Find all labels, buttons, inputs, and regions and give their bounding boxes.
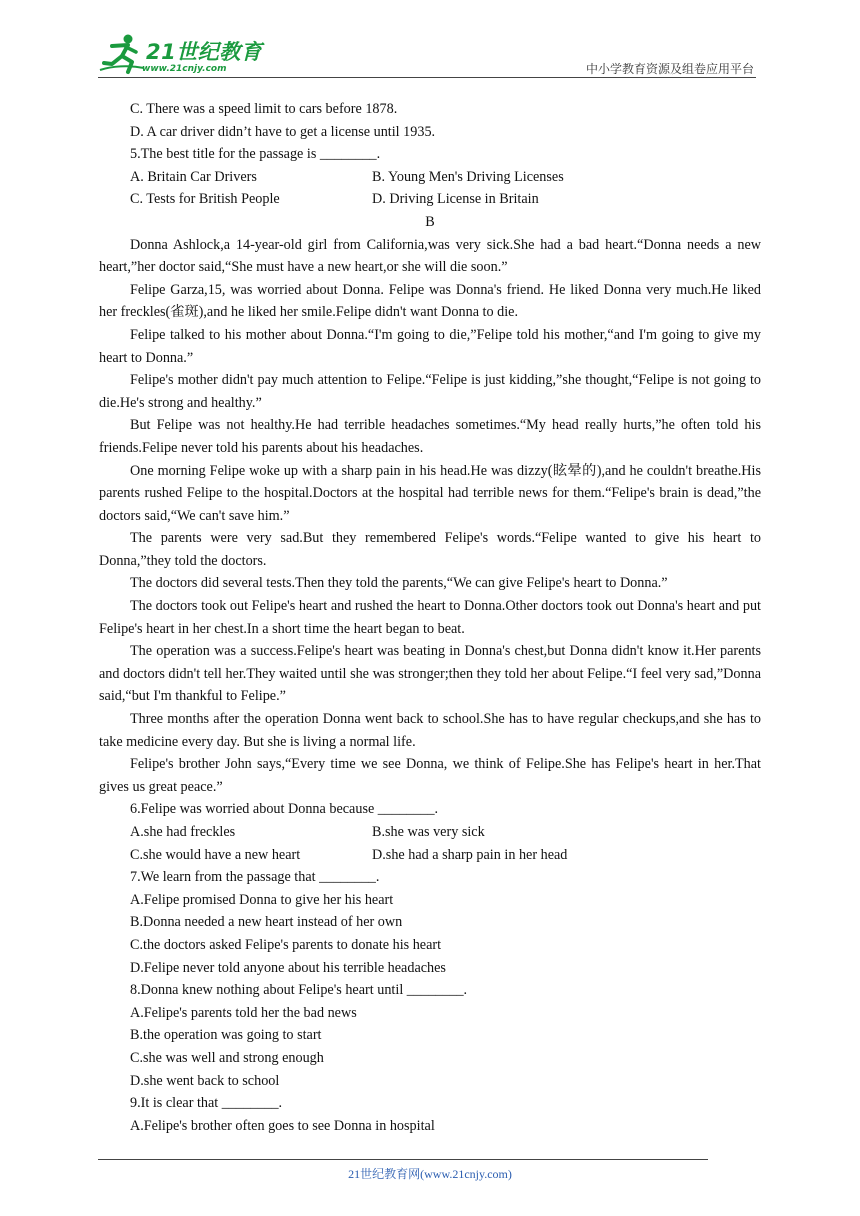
q5-option-a: A. Britain Car Drivers (130, 168, 257, 185)
runner-icon (98, 32, 146, 76)
passage-paragraph: One morning Felipe woke up with a sharp pain in his head.He was dizzy(眩晕的),and he couldn't breathe.His parents rushed Felipe to the hospital.Doctors at the hospital had terrible news for them.“Felipe's brain is dead,”the doctors said,“We can't save him.” (99, 462, 761, 524)
q7-option-c: C.the doctors asked Felipe's parents to donate his heart (130, 936, 442, 953)
q6-option-c: C.she would have a new heart (130, 846, 301, 863)
q6-option-b: B.she was very sick (372, 824, 485, 840)
passage-paragraph: Three months after the operation Donna went back to school.She has to have regular checkups,and she has to take medicine every day. But she is living a normal life. (99, 711, 761, 750)
q5-option-b: B. Young Men's Driving Licenses (372, 168, 564, 185)
header-platform-text: 中小学教育资源及组卷应用平台 (585, 62, 754, 76)
header-divider (98, 77, 756, 78)
passage-paragraph: The doctors did several tests.Then they told the parents,“We can give Felipe's heart to Donna.” (130, 575, 668, 592)
footer-divider (98, 1159, 708, 1160)
q6-options-row (99, 844, 761, 867)
passage-paragraph: But Felipe was not healthy.He had terrible headaches sometimes.“My head really hurts,”he often told his friends.Felipe never told his parents about his headaches. (99, 417, 761, 456)
q4-option-c: C. There was a speed limit to cars before 1878. (130, 101, 398, 117)
q6-option-d: D.she had a sharp pain in her head (372, 846, 568, 863)
passage-paragraph: Donna Ashlock,a 14-year-old girl from California,was very sick.She had a bad heart.“Donna needs a new heart,”her doctor said,“She must have a new heart,or she will die soon.” (99, 236, 761, 276)
q6-option-a: A.she had freckles (130, 824, 236, 840)
document-body (99, 98, 761, 1137)
page-header (98, 30, 756, 80)
section-label: B (425, 213, 435, 230)
passage-paragraph: Felipe talked to his mother about Donna.“I'm going to die,”Felipe told his mother,“and I'm going to give my heart to Donna.” (99, 326, 761, 366)
q4-option-d: D. A car driver didn’t have to get a license until 1935. (130, 123, 436, 140)
passage-paragraph: The operation was a success.Felipe's heart was beating in Donna's chest,but Donna didn't know it.Her parents and doctors didn't tell her.They waited until she was stronger;then they told her about Felipe.“I feel very sad,”Donna said,“but I'm thankful to Felipe.” (99, 643, 761, 705)
logo-text: 21世纪教育 (146, 40, 263, 64)
footer-link[interactable]: 21世纪教育网(www.21cnjy.com) (348, 1167, 512, 1181)
q7-option-a: A.Felipe promised Donna to give her his heart (130, 891, 394, 908)
passage-paragraph: Felipe's brother John says,“Every time we see Donna, we think of Felipe.She has Felipe's heart in her.That gives us great peace.” (99, 756, 761, 795)
passage-paragraph: Felipe's mother didn't pay much attention to Felipe.“Felipe is just kidding,”she thought,“Felipe is not going to die.He's strong and healthy.” (99, 372, 761, 411)
q5-option-d: D. Driving License in Britain (372, 191, 539, 208)
q5-options-row (99, 166, 761, 189)
q9-stem: 9.It is clear that ________. (130, 1095, 283, 1112)
q5-stem: 5.The best title for the passage is ________. (130, 146, 381, 163)
logo-url: www.21cnjy.com (142, 64, 227, 74)
q7-option-b: B.Donna needed a new heart instead of her own (130, 914, 403, 931)
q5-option-c: C. Tests for British People (130, 191, 280, 208)
q8-option-d: D.she went back to school (130, 1072, 280, 1089)
q9-option-a: A.Felipe's brother often goes to see Donna in hospital (130, 1117, 435, 1134)
q5-options-row (99, 188, 761, 211)
passage-paragraph: The doctors took out Felipe's heart and rushed the heart to Donna.Other doctors took out Donna's heart and put Felipe's heart in her chest.In a short time the heart began to beat. (99, 598, 761, 637)
site-logo[interactable] (98, 32, 268, 76)
q8-stem: 8.Donna knew nothing about Felipe's heart until ________. (130, 982, 468, 999)
passage-paragraph: Felipe Garza,15, was worried about Donna. Felipe was Donna's friend. He liked Donna very much.He liked her freckles(雀斑),and he liked her smile.Felipe didn't want Donna to die. (99, 281, 761, 321)
q8-option-c: C.she was well and strong enough (130, 1049, 324, 1066)
passage-paragraph: The parents were very sad.But they remembered Felipe's words.“Felipe wanted to give his heart to Donna,”they told the doctors. (99, 530, 761, 569)
q7-option-d: D.Felipe never told anyone about his terrible headaches (130, 959, 446, 976)
q7-stem: 7.We learn from the passage that ________. (130, 869, 380, 886)
q8-option-a: A.Felipe's parents told her the bad news (130, 1004, 357, 1021)
q8-option-b: B.the operation was going to start (130, 1027, 322, 1044)
q6-options-row (99, 821, 761, 844)
q6-stem: 6.Felipe was worried about Donna because ________. (130, 801, 439, 818)
